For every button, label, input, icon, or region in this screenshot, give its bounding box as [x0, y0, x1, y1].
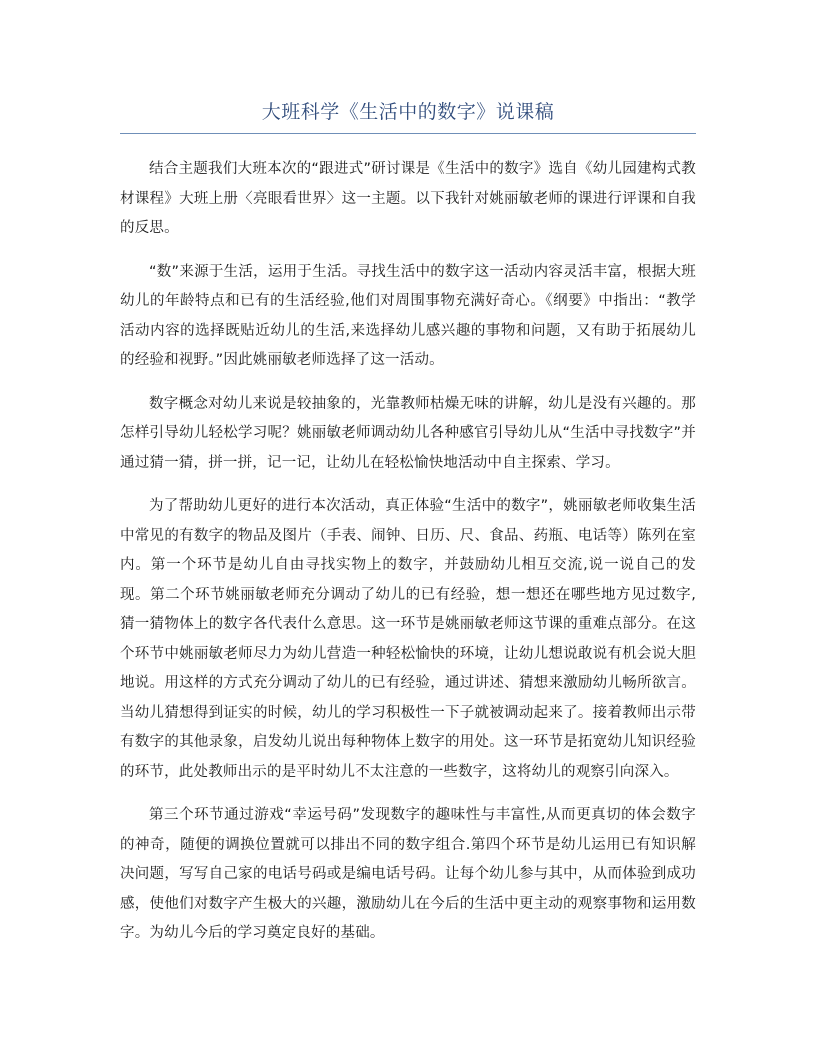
document-body	[120, 155, 696, 963]
paragraph-origin: “数”来源于生活，运用于生活。寻找生活中的数字这一活动内容灵活丰富，根据大班幼儿的年龄特点和已有的生活经验,他们对周围事物充满好奇心。《纲要》中指出：“教学活动内容的选择既贴近幼儿的生活,来选择幼儿感兴趣的事物和问题，又有助于拓展幼儿的经验和视野。”因此姚丽敏老师选择了这一活动。	[120, 263, 696, 368]
paragraph-process: 为了帮助幼儿更好的进行本次活动，真正体验“生活中的数字”，姚丽敏老师收集生活中常见的有数字的物品及图片（手表、闹钟、日历、尺、食品、药瓶、电话等）陈列在室内。第一个环节是幼儿自由寻找实物上的数字，并鼓励幼儿相互交流,说一说自己的发现。第二个环节姚丽敏老师充分调动了幼儿的已有经验，想一想还在哪些地方见过数字,猜一猜物体上的数字各代表什么意思。这一环节是姚丽敏老师这节课的重难点部分。在这个环节中姚丽敏老师尽力为幼儿营造一种轻松愉快的环境，让幼儿想说敢说有机会说大胆地说。用这样的方式充分调动了幼儿的已有经验，通过讲述、猜想来激励幼儿畅所欲言。当幼儿猜想得到证实的时候，幼儿的学习积极性一下子就被调动起来了。接着教师出示带有数字的其他录象，启发幼儿说出每种物体上数字的用处。这一环节是拓宽幼儿知识经验的环节，此处教师出示的是平时幼儿不太注意的一些数字，这将幼儿的观察引向深入。	[120, 498, 696, 780]
paragraph-method: 数字概念对幼儿来说是较抽象的，光靠教师枯燥无味的讲解，幼儿是没有兴趣的。那怎样引导幼儿轻松学习呢？姚丽敏老师调动幼儿各种感官引导幼儿从“生活中寻找数字”并通过猜一猜，拼一拼，记一记，让幼儿在轻松愉快地活动中自主探索、学习。	[120, 395, 696, 471]
paragraph-conclusion: 第三个环节通过游戏“幸运号码”发现数字的趣味性与丰富性,从而更真切的体会数字的神奇，随便的调换位置就可以排出不同的数字组合.第四个环节是幼儿运用已有知识解决问题，写写自己家的电话号码或是编电话号码。让每个幼儿参与其中，从而体验到成功感，使他们对数字产生极大的兴趣，激励幼儿在今后的生活中更主动的观察事物和运用数字。为幼儿今后的学习奠定良好的基础。	[120, 807, 696, 941]
document-title: 大班科学《生活中的数字》说课稿	[261, 101, 555, 123]
title-divider	[120, 133, 696, 134]
paragraph-intro: 结合主题我们大班本次的“跟进式”研讨课是《生活中的数字》选自《幼儿园建构式教材课程》大班上册〈亮眼看世界〉这一主题。以下我针对姚丽敏老师的课进行评课和自我的反思。	[120, 161, 696, 236]
